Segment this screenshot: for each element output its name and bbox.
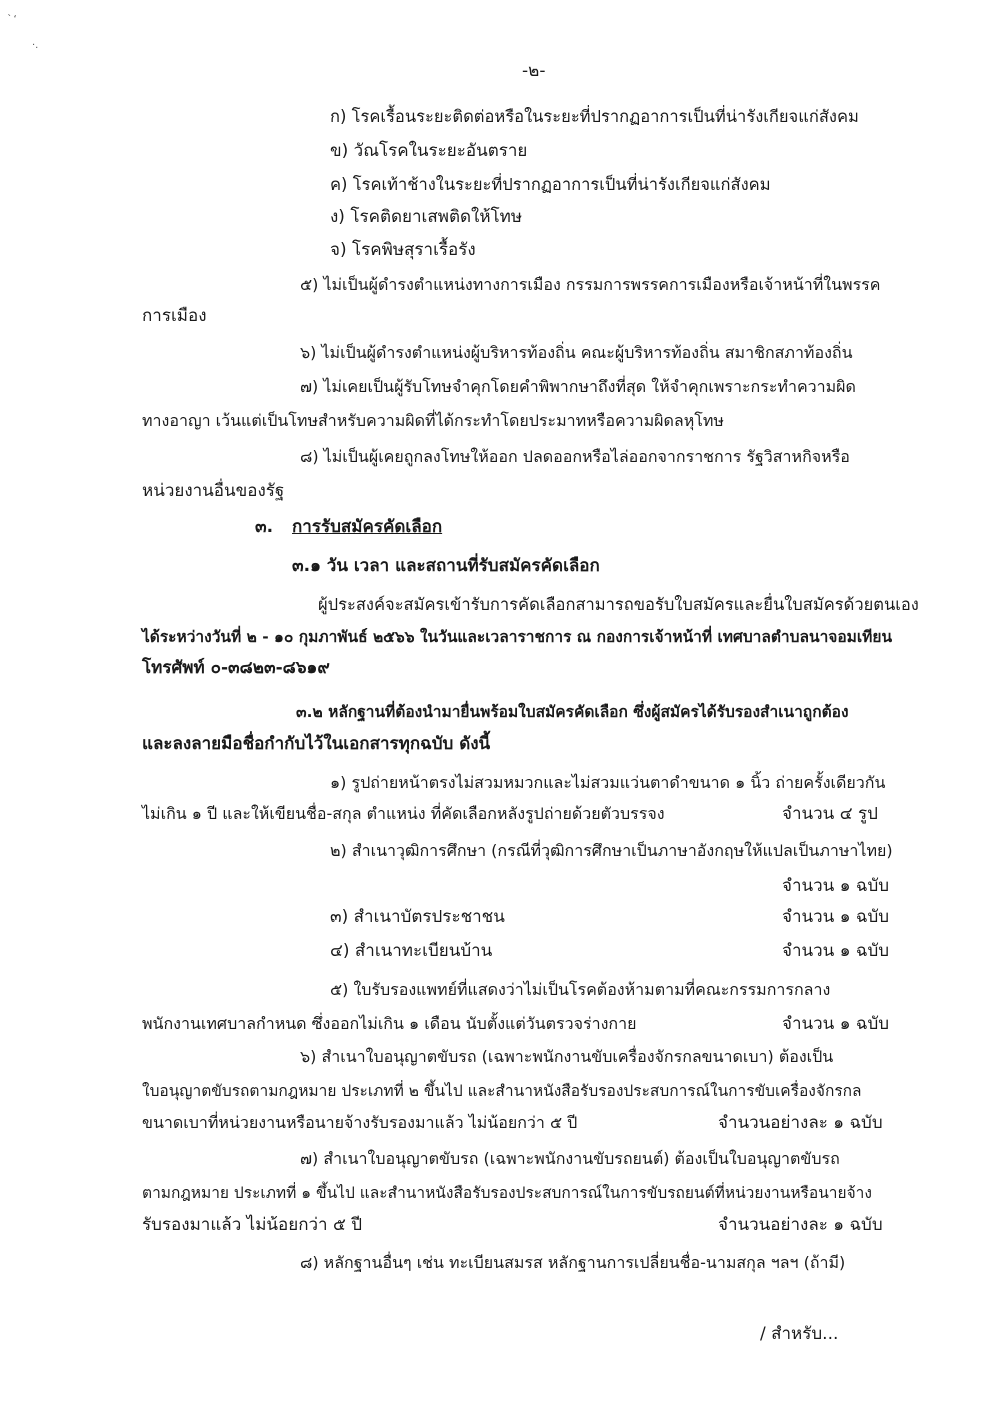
document-item-continuation: พนักงานเทศบาลกำหนด ซึ่งออกไม่เกิน ๑ เดือน นับตั้งแต่วันตรวจร่างกาย bbox=[142, 1014, 637, 1033]
document-quantity: จำนวน ๑ ฉบับ bbox=[782, 907, 890, 927]
document-quantity: จำนวนอย่างละ ๑ ฉบับ bbox=[718, 1215, 883, 1235]
disease-item: ข) วัณโรคในระยะอันตราย bbox=[330, 141, 528, 161]
document-item: ๕) ใบรับรองแพทย์ที่แสดงว่าไม่เป็นโรคต้องห้ามตามที่คณะกรรมการกลาง bbox=[330, 980, 831, 999]
section-heading: การรับสมัครคัดเลือก bbox=[292, 517, 443, 537]
disease-item: ค) โรคเท้าช้างในระยะที่ปรากฏอาการเป็นที่น่ารังเกียจแก่สังคม bbox=[330, 175, 771, 194]
document-item: ๒) สำเนาวุฒิการศึกษา (กรณีที่วุฒิการศึกษาเป็นภาษาอังกฤษให้แปลเป็นภาษาไทย) bbox=[330, 841, 893, 860]
document-item-continuation: รับรองมาแล้ว ไม่น้อยกว่า ๕ ปี bbox=[142, 1215, 363, 1235]
document-item-continuation: ขนาดเบาที่หน่วยงานหรือนายจ้างรับรองมาแล้ว ไม่น้อยกว่า ๕ ปี bbox=[142, 1113, 578, 1132]
paragraph-line: และลงลายมือชื่อกำกับไว้ในเอกสารทุกฉบับ ดังนี้ bbox=[142, 734, 491, 754]
disease-item: ง) โรคติดยาเสพติดให้โทษ bbox=[330, 207, 523, 227]
qualification-item: ๖) ไม่เป็นผู้ดำรงตำแหน่งผู้บริหารท้องถิ่น คณะผู้บริหารท้องถิ่น สมาชิกสภาท้องถิ่น bbox=[300, 343, 853, 362]
qualification-item: ๗) ไม่เคยเป็นผู้รับโทษจำคุกโดยคำพิพากษาถึงที่สุด ให้จำคุกเพราะกระทำความผิด bbox=[300, 377, 856, 396]
document-item-continuation: ไม่เกิน ๑ ปี และให้เขียนชื่อ-สกุล ตำแหน่ง ที่คัดเลือกหลังรูปถ่ายด้วยตัวบรรจง bbox=[142, 804, 665, 823]
document-item-continuation: ใบอนุญาตขับรถตามกฎหมาย ประเภทที่ ๒ ขึ้นไป และสำนาหนังสือรับรองประสบการณ์ในการขับเครื่องจักรกล bbox=[142, 1082, 862, 1100]
document-quantity: จำนวน ๑ ฉบับ bbox=[782, 876, 890, 896]
document-item: ๑) รูปถ่ายหน้าตรงไม่สวมหมวกและไม่สวมแว่นตาดำขนาด ๑ นิ้ว ถ่ายครั้งเดียวกัน bbox=[330, 773, 886, 792]
paragraph-line: ได้ระหว่างวันที่ ๒ - ๑๐ กุมภาพันธ์ ๒๕๖๖ ในวันและเวลาราชการ ณ กองการเจ้าหน้าที่ เทศบาลตำบลนาจอมเทียน bbox=[142, 628, 893, 646]
qualification-continuation: การเมือง bbox=[142, 306, 207, 326]
document-item: ๖) สำเนาใบอนุญาตขับรถ (เฉพาะพนักงานขับเครื่องจักรกลขนาดเบา) ต้องเป็น bbox=[300, 1047, 834, 1066]
subsection-heading: ๓.๒ หลักฐานที่ต้องนำมายื่นพร้อมใบสมัครคัดเลือก ซึ่งผู้สมัครได้รับรองสำเนาถูกต้อง bbox=[296, 703, 849, 721]
scan-speck-mark: ՝ ‘ bbox=[8, 14, 17, 25]
qualification-item: ๕) ไม่เป็นผู้ดำรงตำแหน่งทางการเมือง กรรมการพรรคการเมืองหรือเจ้าหน้าที่ในพรรค bbox=[300, 275, 881, 294]
qualification-item: ๘) ไม่เป็นผู้เคยถูกลงโทษให้ออก ปลดออกหรือไล่ออกจากราชการ รัฐวิสาหกิจหรือ bbox=[300, 447, 850, 466]
document-item-continuation: ตามกฎหมาย ประเภทที่ ๑ ขึ้นไป และสำนาหนังสือรับรองประสบการณ์ในการขับรถยนต์ที่หน่วยงานหรือนายจ้าง bbox=[142, 1184, 872, 1202]
document-quantity: จำนวน ๑ ฉบับ bbox=[782, 941, 890, 961]
document-item: ๗) สำเนาใบอนุญาตขับรถ (เฉพาะพนักงานขับรถยนต์) ต้องเป็นใบอนุญาตขับรถ bbox=[300, 1149, 840, 1168]
qualification-continuation: หน่วยงานอื่นของรัฐ bbox=[142, 481, 285, 501]
paragraph-line: ผู้ประสงค์จะสมัครเข้ารับการคัดเลือกสามารถขอรับใบสมัครและยื่นใบสมัครด้วยตนเอง bbox=[318, 595, 919, 614]
qualification-continuation: ทางอาญา เว้นแต่เป็นโทษสำหรับความผิดที่ได้กระทำโดยประมาทหรือความผิดลหุโทษ bbox=[142, 411, 724, 430]
document-item: ๘) หลักฐานอื่นๆ เช่น ทะเบียนสมรส หลักฐานการเปลี่ยนชื่อ-นามสกุล ฯลฯ (ถ้ามี) bbox=[300, 1253, 846, 1272]
subsection-heading: ๓.๑ วัน เวลา และสถานที่รับสมัครคัดเลือก bbox=[292, 556, 600, 576]
document-item: ๔) สำเนาทะเบียนบ้าน bbox=[330, 941, 493, 961]
document-quantity: จำนวน ๑ ฉบับ bbox=[782, 1014, 890, 1034]
document-item: ๓) สำเนาบัตรประชาชน bbox=[330, 907, 505, 927]
section-number: ๓. bbox=[255, 517, 274, 537]
document-quantity: จำนวน ๔ รูป bbox=[782, 804, 878, 824]
disease-item: ก) โรคเรื้อนระยะติดต่อหรือในระยะที่ปรากฏอาการเป็นที่น่ารังเกียจแก่สังคม bbox=[330, 107, 859, 126]
continuation-marker: / สำหรับ... bbox=[760, 1324, 839, 1344]
paragraph-line: โทรศัพท์ ๐-๓๘๒๓-๘๖๑๙ bbox=[142, 658, 330, 678]
page-number: -๒- bbox=[522, 61, 546, 81]
document-quantity: จำนวนอย่างละ ๑ ฉบับ bbox=[718, 1113, 883, 1133]
disease-item: จ) โรคพิษสุราเรื้อรัง bbox=[330, 240, 476, 260]
scan-speck-mark: ·. bbox=[32, 40, 39, 51]
